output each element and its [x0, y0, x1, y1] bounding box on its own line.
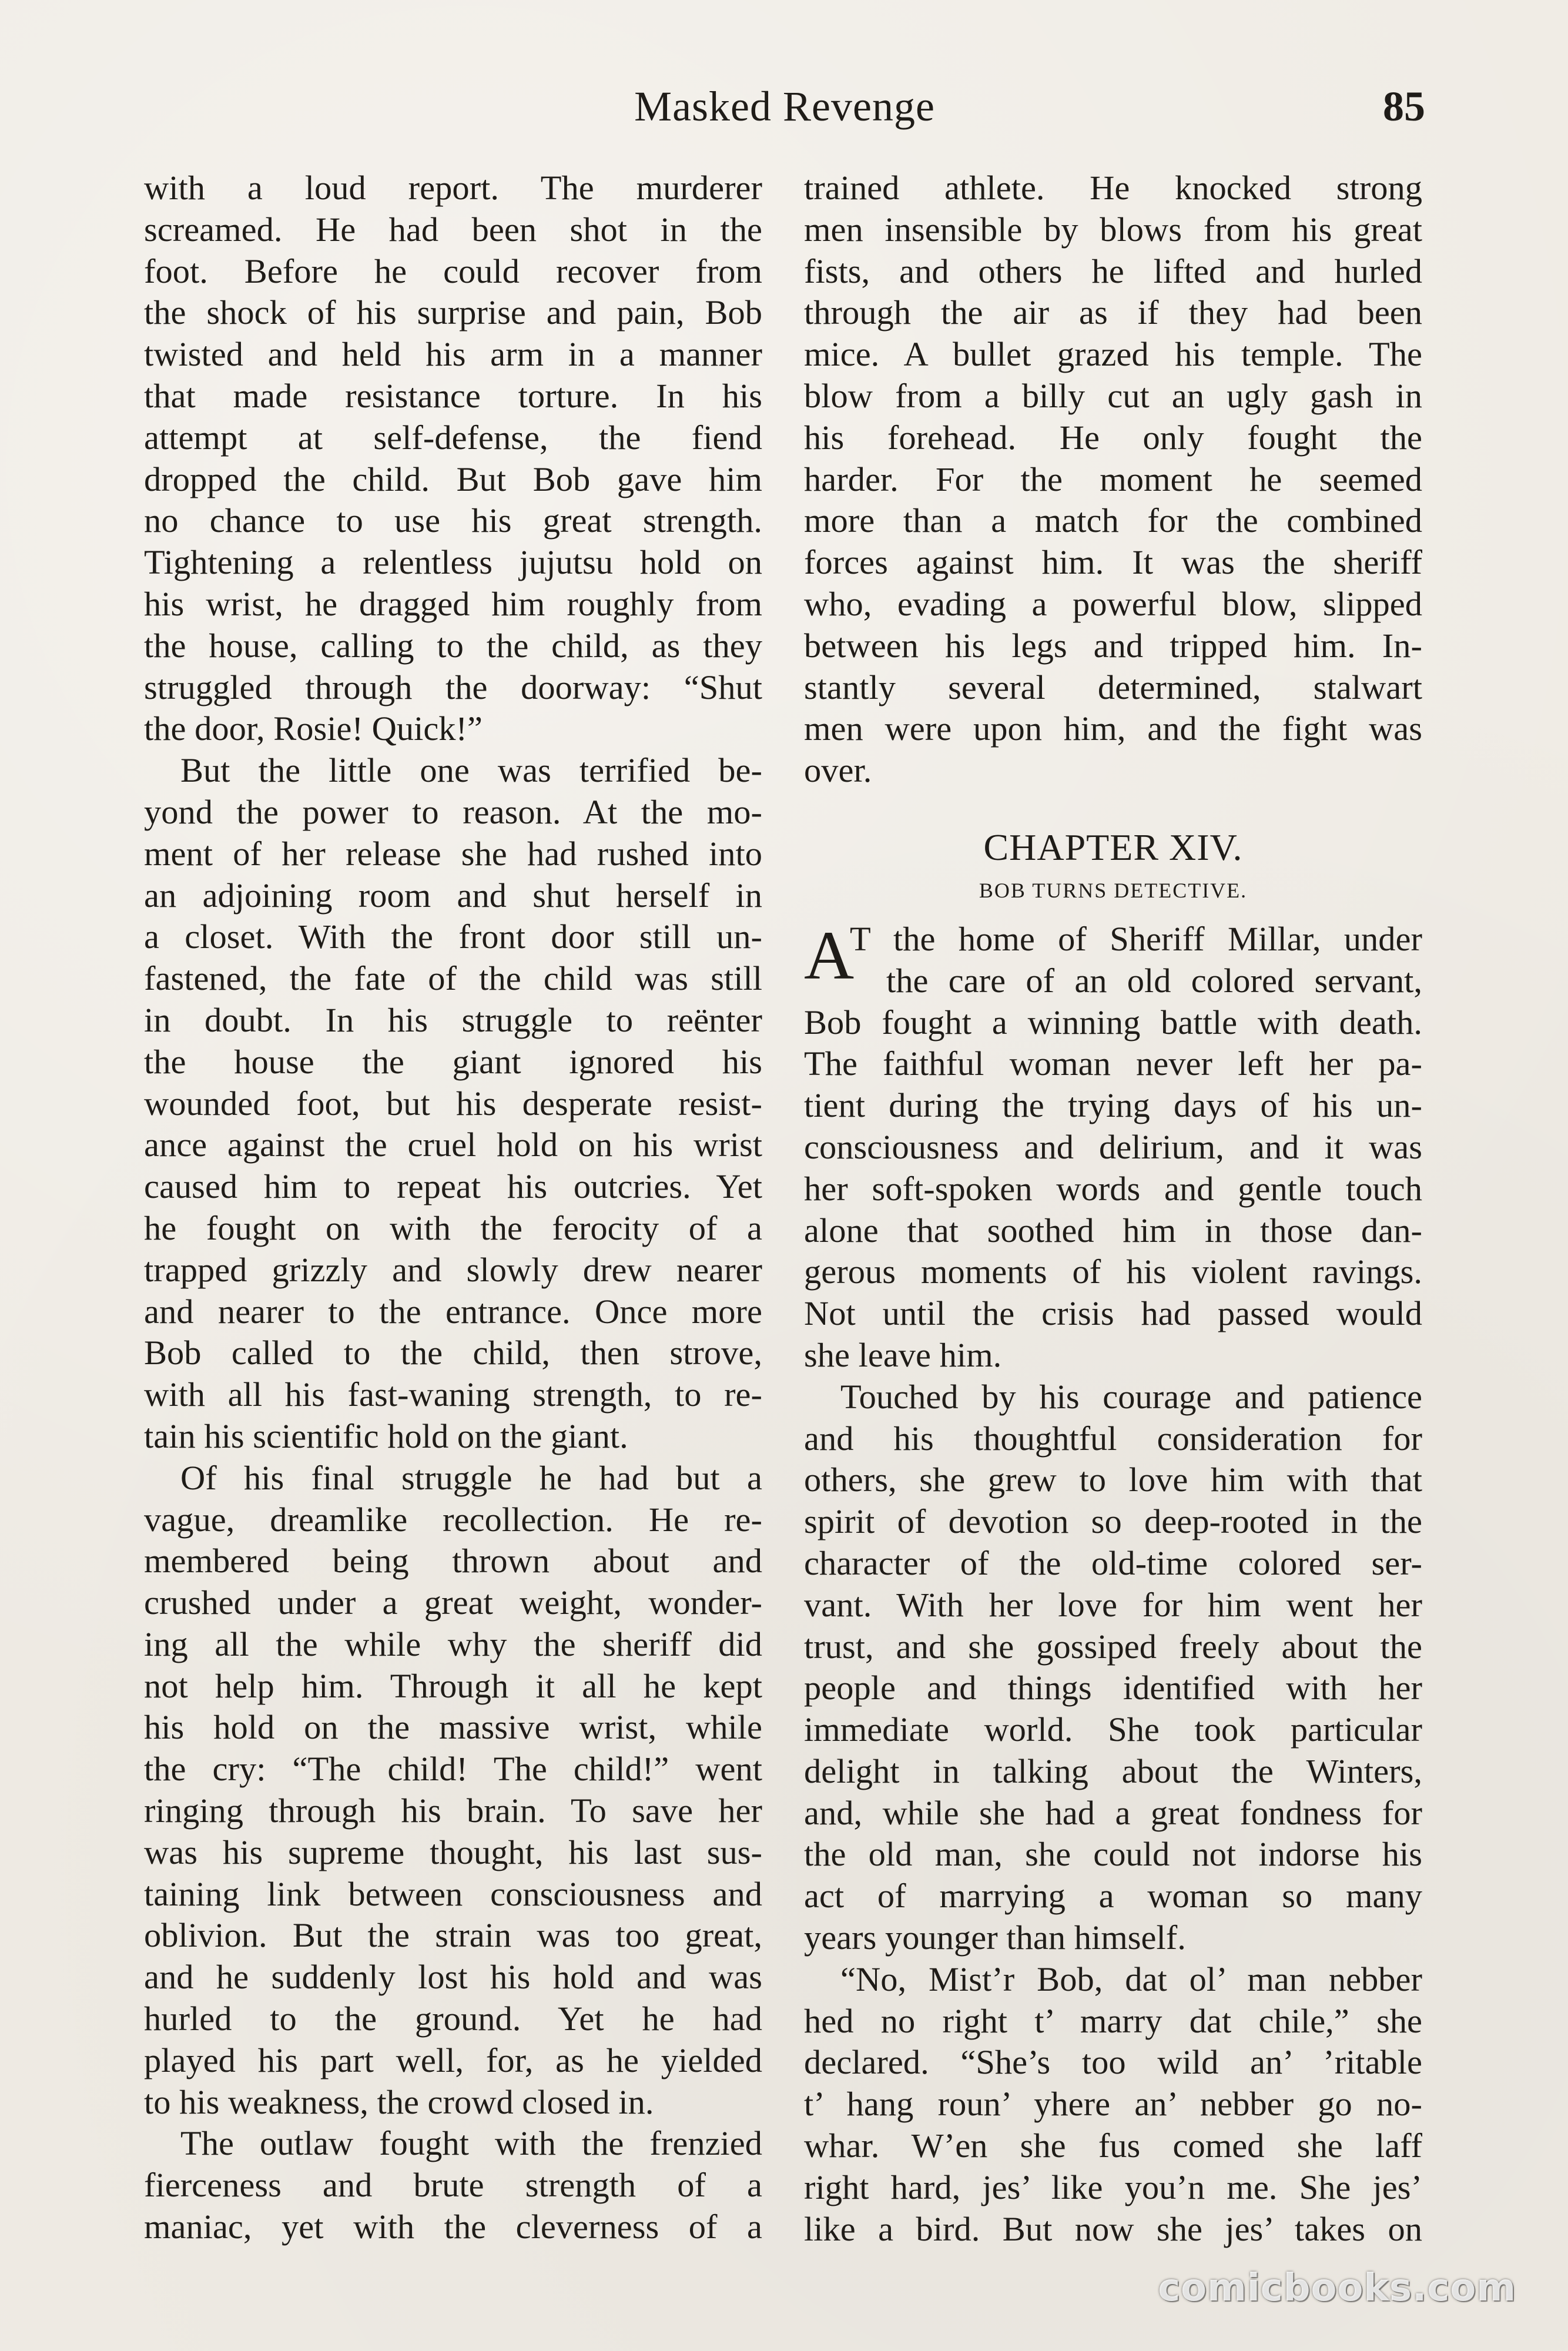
- text-line: character of the old-time colored ser-: [804, 1543, 1422, 1582]
- text-line: membered being thrown about and: [144, 1542, 762, 1580]
- text-line: no chance to use his great strength.: [144, 501, 762, 540]
- chapter-subtitle: BOB TURNS DETECTIVE.: [979, 878, 1248, 902]
- text-line: attempt at self-defense, the fiend: [144, 418, 762, 457]
- text-line: twisted and held his arm in a manner: [144, 335, 762, 374]
- text-line: fastened, the fate of the child was still: [144, 959, 762, 998]
- text-line: through the air as if they had been: [804, 293, 1422, 332]
- text-line: struggled through the doorway: “Shut: [144, 668, 762, 706]
- text-line: Touched by his courage and patience: [840, 1377, 1422, 1416]
- text-line: a closet. With the front door still un-: [144, 917, 762, 956]
- text-line: between his legs and tripped him. In-: [804, 626, 1422, 665]
- text-line: people and things identified with her: [804, 1669, 1422, 1707]
- text-line: alone that soothed him in those dan-: [804, 1211, 1422, 1250]
- text-line: and his thoughtful consideration for: [804, 1419, 1422, 1458]
- text-line: yond the power to reason. At the mo-: [144, 792, 762, 831]
- text-line: the house the giant ignored his: [144, 1042, 762, 1081]
- text-line: and nearer to the entrance. Once more: [144, 1292, 762, 1331]
- text-line: “No, Mist’r Bob, dat ol’ man nebber: [840, 1960, 1422, 1998]
- text-line: dropped the child. But Bob gave him: [144, 460, 762, 498]
- text-line: his forehead. He only fought the: [804, 418, 1422, 457]
- text-line: he fought on with the ferocity of a: [144, 1208, 762, 1247]
- text-line: hurled to the ground. Yet he had: [144, 2000, 762, 2038]
- text-line: men insensible by blows from his great: [804, 210, 1422, 249]
- text-line: his wrist, he dragged him roughly from: [144, 584, 762, 623]
- text-line: ance against the cruel hold on his wrist: [144, 1126, 762, 1164]
- text-line: fists, and others he lifted and hurled: [804, 252, 1422, 290]
- text-line: and, while she had a great fondness for: [804, 1793, 1422, 1832]
- text-line: not help him. Through it all he kept: [144, 1666, 762, 1705]
- text-line: trapped grizzly and slowly drew nearer: [144, 1250, 762, 1289]
- text-line: vague, dreamlike recollection. He re-: [144, 1500, 762, 1539]
- text-line: like a bird. But now she jes’ takes on: [804, 2209, 1422, 2248]
- text-line: oblivion. But the strain was too great,: [144, 1916, 762, 1955]
- text-line: The faithful woman never left her pa-: [804, 1044, 1422, 1083]
- text-line: who, evading a powerful blow, slipped: [804, 584, 1422, 623]
- text-line: Bob fought a winning battle with death.: [804, 1003, 1422, 1041]
- text-line: harder. For the moment he seemed: [804, 460, 1422, 498]
- text-line: forces against him. It was the sheriff: [804, 543, 1422, 582]
- text-line: the cry: “The child! The child!” went: [144, 1750, 762, 1789]
- text-line: others, she grew to love him with that: [804, 1461, 1422, 1499]
- page-number: 85: [1383, 83, 1425, 130]
- text-line: Not until the crisis had passed would: [804, 1294, 1422, 1333]
- text-line: stantly several determined, stalwart: [804, 668, 1422, 706]
- text-line: in doubt. In his struggle to reënter: [144, 1000, 762, 1039]
- text-line: over.: [804, 751, 872, 790]
- text-line: consciousness and delirium, and it was: [804, 1127, 1422, 1166]
- text-line: the house, calling to the child, as they: [144, 626, 762, 665]
- text-line: wounded foot, but his desperate resist-: [144, 1084, 762, 1123]
- running-title: Masked Revenge: [634, 83, 935, 130]
- text-line: ment of her release she had rushed into: [144, 834, 762, 873]
- text-line: that made resistance torture. In his: [144, 376, 762, 415]
- text-line: Of his final struggle he had but a: [180, 1458, 762, 1497]
- text-line: mice. A bullet grazed his temple. The: [804, 335, 1422, 374]
- text-line: the door, Rosie! Quick!”: [144, 709, 483, 748]
- text-line: Tightening a relentless jujutsu hold on: [144, 543, 762, 582]
- drop-cap: A: [804, 916, 855, 994]
- text-line: crushed under a great weight, wonder-: [144, 1583, 762, 1622]
- page-header: [144, 82, 1425, 147]
- right-column-chapter-text: [804, 1002, 1422, 2250]
- text-line: maniac, yet with the cleverness of a: [144, 2208, 762, 2246]
- text-line: his hold on the massive wrist, while: [144, 1708, 762, 1747]
- text-line: right hard, jes’ like you’n me. She jes’: [804, 2168, 1422, 2206]
- text-line: ing all the while why the sheriff did: [144, 1625, 762, 1663]
- text-line: the care of an old colored servant,: [886, 961, 1422, 1000]
- text-line: with all his fast-waning strength, to re-: [144, 1375, 762, 1414]
- text-line: trained athlete. He knocked strong: [804, 169, 1422, 207]
- text-line: to his weakness, the crowd closed in.: [144, 2082, 654, 2121]
- text-line: tient during the trying days of his un-: [804, 1086, 1422, 1125]
- text-line: with a loud report. The murderer: [144, 169, 762, 207]
- watermark-logo: comicbooks.com: [1158, 2266, 1516, 2310]
- chapter-heading: CHAPTER XIV.: [983, 826, 1243, 868]
- text-line: immediate world. She took particular: [804, 1710, 1422, 1749]
- text-line: T the home of Sheriff Millar, under: [850, 919, 1422, 958]
- text-line: was his supreme thought, his last sus-: [144, 1833, 762, 1871]
- text-line: more than a match for the combined: [804, 501, 1422, 540]
- text-line: played his part well, for, as he yielded: [144, 2041, 762, 2079]
- text-line: whar. W’en she fus comed she laff: [804, 2126, 1422, 2165]
- text-line: caused him to repeat his outcries. Yet: [144, 1167, 762, 1206]
- text-line: But the little one was terrified be-: [180, 751, 762, 790]
- text-line: trust, and she gossiped freely about the: [804, 1627, 1422, 1666]
- text-line: blow from a billy cut an ugly gash in: [804, 376, 1422, 415]
- text-line: act of marrying a woman so many: [804, 1877, 1422, 1915]
- text-line: The outlaw fought with the frenzied: [180, 2124, 762, 2163]
- text-line: taining link between consciousness and: [144, 1874, 762, 1913]
- text-line: delight in talking about the Winters,: [804, 1751, 1422, 1790]
- text-line: spirit of devotion so deep-rooted in the: [804, 1502, 1422, 1541]
- text-line: declared. “She’s too wild an’ ’ritable: [804, 2043, 1422, 2082]
- text-line: gerous moments of his violent ravings.: [804, 1252, 1422, 1291]
- text-line: Bob called to the child, then strove,: [144, 1334, 762, 1372]
- right-text-column: [804, 168, 1422, 2250]
- text-line: men were upon him, and the fight was: [804, 709, 1422, 748]
- text-line: the old man, she could not indorse his: [804, 1835, 1422, 1874]
- text-line: the shock of his surprise and pain, Bob: [144, 293, 762, 332]
- text-line: ringing through his brain. To save her: [144, 1791, 762, 1830]
- right-column-opening-text: [804, 168, 1422, 792]
- chapter-opening: [804, 916, 1422, 1002]
- drop-cap-lines: [804, 916, 1422, 1002]
- text-line: t’ hang roun’ yhere an’ nebber go no-: [804, 2085, 1422, 2124]
- text-line: her soft-spoken words and gentle touch: [804, 1169, 1422, 1208]
- text-line: years younger than himself.: [804, 1918, 1186, 1957]
- text-line: tain his scientific hold on the giant.: [144, 1416, 628, 1455]
- text-line: foot. Before he could recover from: [144, 252, 762, 290]
- text-line: fierceness and brute strength of a: [144, 2166, 762, 2205]
- text-line: hed no right t’ marry dat chile,” she: [804, 2001, 1422, 2040]
- text-line: she leave him.: [804, 1335, 1002, 1374]
- text-line: and he suddenly lost his hold and was: [144, 1958, 762, 1997]
- text-line: an adjoining room and shut herself in: [144, 876, 762, 915]
- left-text-column: [144, 168, 762, 2248]
- text-line: vant. With her love for him went her: [804, 1585, 1422, 1624]
- text-line: screamed. He had been shot in the: [144, 210, 762, 249]
